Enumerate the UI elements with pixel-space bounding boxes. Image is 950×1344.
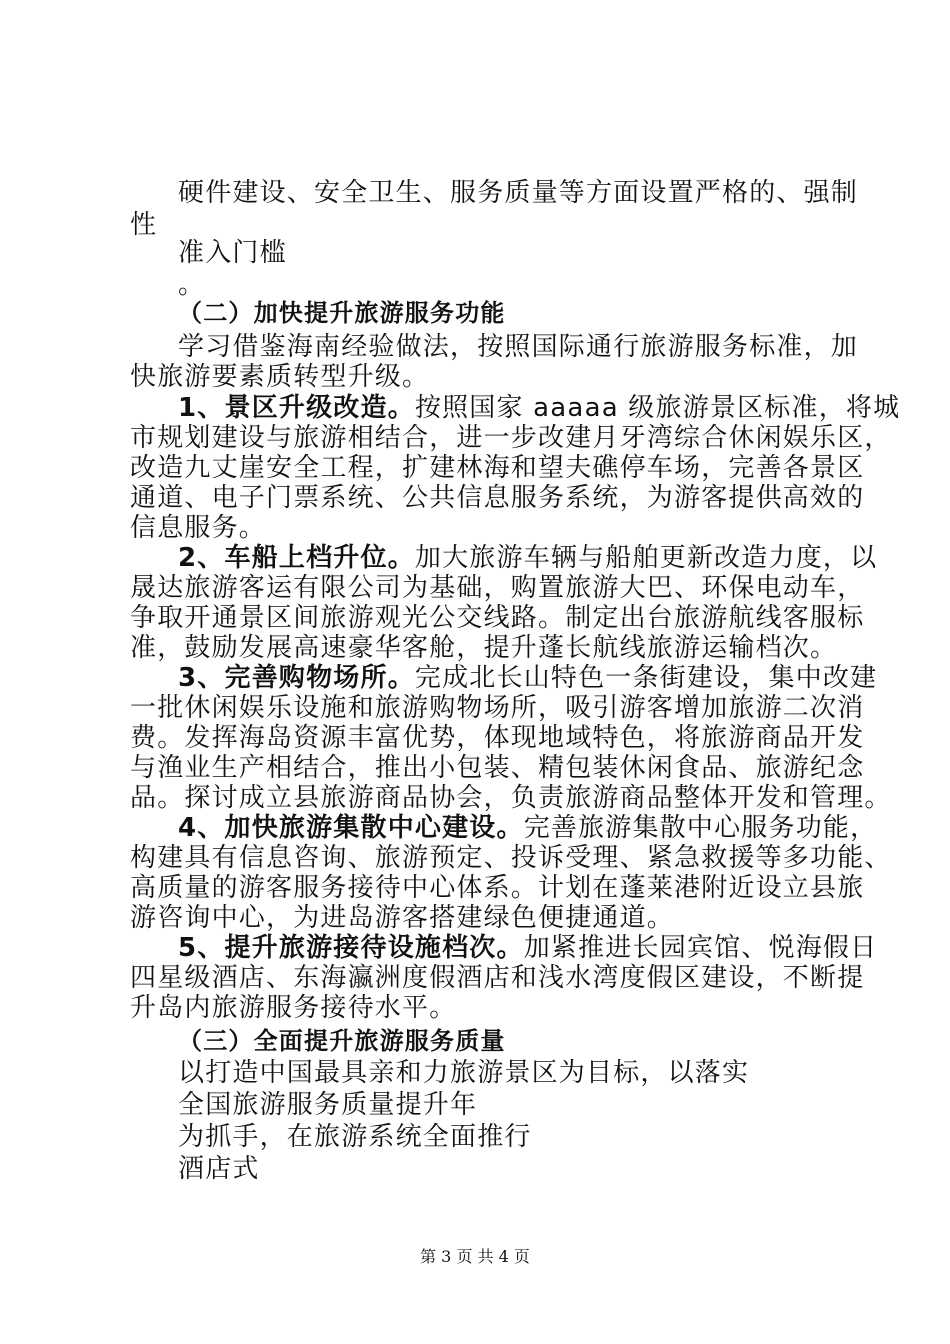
page-footer: 第 3 页 共 4 页: [420, 1247, 530, 1266]
item-title: 4、加快旅游集散中心建设。: [178, 813, 524, 843]
body-line: 为抓手，在旅游系统全面推行: [178, 1122, 532, 1152]
body-line: 信息服务。: [130, 513, 267, 543]
body-line: 争取开通景区间旅游观光公交线路。制定出台旅游航线客服标: [130, 603, 865, 633]
item-text: 按照国家 aaaaa 级旅游景区标准，将城: [414, 393, 901, 423]
body-line: 与渔业生产相结合，推出小包装、精包装休闲食品、旅游纪念: [130, 753, 865, 783]
body-line: 升岛内旅游服务接待水平。: [130, 993, 457, 1023]
body-line: 以打造中国最具亲和力旅游景区为目标，以落实: [178, 1058, 750, 1088]
item-title: 3、完善购物场所。: [178, 663, 415, 693]
item-title: 2、车船上档升位。: [178, 543, 415, 573]
item-text: 完成北长山特色一条街建设，集中改建: [414, 663, 878, 693]
item-text: 加紧推进长园宾馆、悦海假日: [523, 933, 878, 963]
body-line: 酒店式: [178, 1154, 260, 1184]
body-line: 一批休闲娱乐设施和旅游购物场所，吸引游客增加旅游二次消: [130, 693, 865, 723]
body-line: 费。发挥海岛资源丰富优势，体现地域特色，将旅游商品开发: [130, 723, 865, 753]
body-line: 市规划建设与旅游相结合，进一步改建月牙湾综合休闲娱乐区，: [130, 423, 892, 453]
body-line: 快旅游要素质转型升级。: [130, 362, 430, 392]
numbered-item-1: [178, 393, 901, 423]
body-line: 品。探讨成立县旅游商品协会，负责旅游商品整体开发和管理。: [130, 783, 892, 813]
body-line: 游咨询中心，为进岛游客搭建绿色便捷通道。: [130, 903, 675, 933]
section-heading: （二）加快提升旅游服务功能: [178, 299, 506, 327]
body-line: 通道、电子门票系统、公共信息服务系统，为游客提供高效的: [130, 483, 865, 513]
body-line: 硬件建设、安全卫生、服务质量等方面设置严格的、强制: [178, 178, 859, 208]
numbered-item-2: [178, 543, 878, 573]
item-text: 加大旅游车辆与船舶更新改造力度，以: [414, 543, 878, 573]
item-title: 5、提升旅游接待设施档次。: [178, 933, 524, 963]
numbered-item-4: [178, 813, 878, 843]
body-line: 性: [130, 210, 158, 240]
section-heading: （三）全面提升旅游服务质量: [178, 1027, 506, 1055]
body-line: 构建具有信息咨询、旅游预定、投诉受理、紧急救援等多功能、: [130, 843, 892, 873]
item-title: 1、景区升级改造。: [178, 393, 415, 423]
body-line: 改造九丈崖安全工程，扩建林海和望夫礁停车场，完善各景区: [130, 453, 865, 483]
numbered-item-5: [178, 933, 878, 963]
item-text: 完善旅游集散中心服务功能，: [523, 813, 878, 843]
body-line: 高质量的游客服务接待中心体系。计划在蓬莱港附近设立县旅: [130, 873, 865, 903]
body-line: 全国旅游服务质量提升年: [178, 1090, 478, 1120]
body-line: 学习借鉴海南经验做法，按照国际通行旅游服务标准，加: [178, 332, 859, 362]
body-line: 准，鼓励发展高速豪华客舱，提升蓬长航线旅游运输档次。: [130, 633, 838, 663]
body-line: 准入门槛: [178, 238, 287, 268]
body-line: 晟达旅游客运有限公司为基础，购置旅游大巴、环保电动车，: [130, 573, 865, 603]
numbered-item-3: [178, 663, 878, 693]
body-line: 。: [178, 270, 206, 300]
body-line: 四星级酒店、东海瀛洲度假酒店和浅水湾度假区建设，不断提: [130, 963, 865, 993]
